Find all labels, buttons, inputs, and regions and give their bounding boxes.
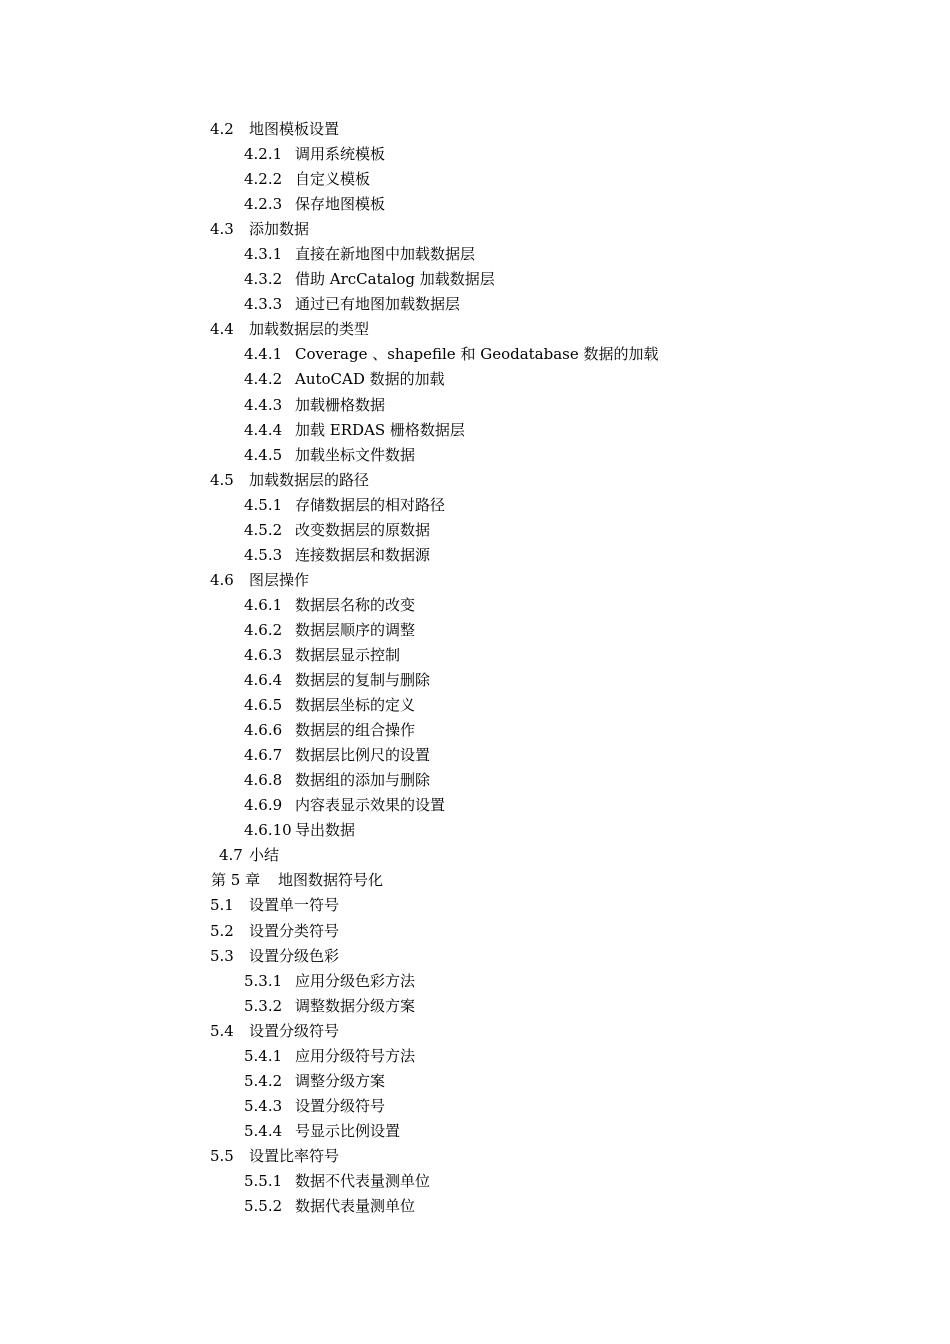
toc-entry-title: 设置分类符号 [249, 921, 340, 940]
toc-entry [0, 267, 950, 292]
toc-entry [0, 1094, 950, 1119]
toc-entry-title: 存储数据层的相对路径 [295, 495, 446, 514]
toc-entry-number: 第 5 章 [211, 871, 261, 890]
toc-entry-title: 设置分级符号 [249, 1021, 340, 1040]
toc-entry-number: 4.3 [210, 220, 234, 239]
toc-entry [0, 1069, 950, 1094]
toc-entry [0, 418, 950, 443]
toc-entry-number: 4.6.4 [244, 671, 283, 690]
toc-entry-title: 数据层顺序的调整 [295, 620, 416, 639]
toc-entry-number: 4.6.9 [244, 796, 283, 815]
toc-entry-title: 导出数据 [295, 821, 356, 840]
toc-entry-number: 5.4.4 [244, 1121, 283, 1140]
toc-entry-title: 加载坐标文件数据 [295, 445, 416, 464]
toc-entry-title: Coverage 、shapefile 和 Geodatabase 数据的加载 [295, 345, 659, 364]
toc-entry-number: 4.6.10 [244, 821, 292, 840]
toc-entry [0, 994, 950, 1019]
toc-entry-number: 4.4 [210, 320, 234, 339]
toc-entry [0, 242, 950, 267]
toc-entry-title: 调用系统模板 [295, 145, 386, 164]
toc-entry-title: 数据层名称的改变 [295, 595, 416, 614]
toc-entry [0, 292, 950, 317]
toc-entry-number: 5.4.1 [244, 1046, 283, 1065]
toc-entry-title: 数据层比例尺的设置 [295, 746, 431, 765]
toc-entry-title: 地图数据符号化 [278, 871, 384, 890]
toc-entry-title: 数据不代表量测单位 [295, 1171, 431, 1190]
toc-entry-number: 4.2.2 [244, 170, 283, 189]
toc-entry [0, 367, 950, 392]
toc-entry-title: 数据组的添加与删除 [295, 771, 431, 790]
toc-entry-number: 4.7 [219, 846, 243, 865]
toc-entry-number: 4.6.7 [244, 746, 283, 765]
toc-entry-number: 4.5 [210, 470, 234, 489]
toc-entry [0, 893, 950, 918]
toc-entry-number: 5.3.1 [244, 971, 283, 990]
toc-entry-number: 4.6.1 [244, 595, 283, 614]
toc-entry-title: 保存地图模板 [295, 195, 386, 214]
toc-entry-number: 4.4.3 [244, 395, 283, 414]
toc-entry-number: 5.5.2 [244, 1197, 283, 1216]
toc-entry [0, 768, 950, 793]
toc-entry-title: 借助 ArcCatalog 加载数据层 [295, 270, 495, 289]
toc-entry-number: 5.2 [210, 921, 234, 940]
toc-entry-title: 加载栅格数据 [295, 395, 386, 414]
toc-entry-number: 4.6.8 [244, 771, 283, 790]
toc-entry [0, 969, 950, 994]
toc-entry [0, 568, 950, 593]
toc-entry [0, 1144, 950, 1169]
toc-entry-number: 5.4.2 [244, 1071, 283, 1090]
toc-entry-number: 4.6.6 [244, 721, 283, 740]
toc-entry [0, 493, 950, 518]
toc-entry-number: 4.6 [210, 570, 234, 589]
toc-entry-title: 图层操作 [249, 570, 310, 589]
toc-entry-title: 应用分级符号方法 [295, 1046, 416, 1065]
toc-entry-number: 4.4.4 [244, 420, 283, 439]
toc-entry [0, 618, 950, 643]
toc-entry-title: 小结 [249, 846, 280, 865]
toc-entry [0, 1194, 950, 1219]
toc-entry-number: 4.3.2 [244, 270, 283, 289]
toc-entry-title: 自定义模板 [295, 170, 371, 189]
toc-entry-title: AutoCAD 数据的加载 [295, 370, 445, 389]
toc-entry-title: 加载 ERDAS 栅格数据层 [295, 420, 465, 439]
toc-entry-number: 5.4.3 [244, 1096, 283, 1115]
toc-entry [0, 693, 950, 718]
toc-entry [0, 543, 950, 568]
toc-entry-title: 直接在新地图中加载数据层 [295, 245, 476, 264]
toc-entry-title: 数据层的组合操作 [295, 721, 416, 740]
toc-entry-number: 4.2.1 [244, 145, 283, 164]
toc-entry-title: 地图模板设置 [249, 120, 340, 138]
toc-entry [0, 117, 950, 142]
toc-entry-title: 数据代表量测单位 [295, 1197, 416, 1216]
toc-entry-number: 5.5.1 [244, 1171, 283, 1190]
toc-entry [0, 843, 950, 868]
toc-entry [0, 1019, 950, 1044]
toc-entry [0, 192, 950, 217]
toc-entry-number: 4.6.5 [244, 696, 283, 715]
toc-entry-title: 通过已有地图加载数据层 [295, 295, 461, 314]
toc-entry-title: 数据层的复制与删除 [295, 671, 431, 690]
toc-entry-number: 5.3.2 [244, 996, 283, 1015]
toc-entry [0, 317, 950, 342]
toc-entry [0, 944, 950, 969]
toc-entry-number: 4.6.3 [244, 645, 283, 664]
toc-entry-title: 设置分级符号 [295, 1096, 386, 1115]
toc-entry [0, 818, 950, 843]
toc-entry-number: 4.5.1 [244, 495, 283, 514]
toc-entry-title: 连接数据层和数据源 [295, 545, 431, 564]
toc-entry-title: 调整数据分级方案 [295, 996, 416, 1015]
toc-entry [0, 142, 950, 167]
toc-entry [0, 393, 950, 418]
toc-entry-number: 4.3.1 [244, 245, 283, 264]
toc-entry-number: 5.4 [210, 1021, 234, 1040]
toc-entry-number: 5.1 [210, 896, 234, 915]
toc-entry [0, 342, 950, 367]
toc-entry-title: 内容表显示效果的设置 [295, 796, 446, 815]
toc-entry-title: 号显示比例设置 [295, 1121, 401, 1140]
toc-entry-number: 4.5.3 [244, 545, 283, 564]
toc-entry [0, 793, 950, 818]
toc-entry [0, 1119, 950, 1144]
toc-entry [0, 668, 950, 693]
toc-entry-title: 应用分级色彩方法 [295, 971, 416, 990]
toc-entry-title: 设置单一符号 [249, 896, 340, 915]
toc-entry-number: 4.2.3 [244, 195, 283, 214]
toc-entry-number: 4.3.3 [244, 295, 283, 314]
toc-entry [0, 468, 950, 493]
toc-entry-title: 设置比率符号 [249, 1146, 340, 1165]
toc-entry-title: 数据层显示控制 [295, 645, 401, 664]
toc-entry [0, 518, 950, 543]
toc-entry-number: 4.4.2 [244, 370, 283, 389]
toc-entry [0, 443, 950, 468]
toc-entry [0, 868, 950, 893]
toc-entry-number: 4.4.1 [244, 345, 283, 364]
toc-entry-number: 4.2 [210, 120, 234, 138]
table-of-contents [0, 117, 950, 1219]
toc-entry-title: 设置分级色彩 [249, 946, 340, 965]
toc-entry-title: 调整分级方案 [295, 1071, 386, 1090]
toc-entry [0, 217, 950, 242]
toc-entry [0, 1169, 950, 1194]
toc-entry [0, 167, 950, 192]
toc-entry-number: 4.6.2 [244, 620, 283, 639]
toc-entry-title: 改变数据层的原数据 [295, 520, 431, 539]
toc-entry [0, 643, 950, 668]
toc-entry [0, 1044, 950, 1069]
toc-entry-number: 5.3 [210, 946, 234, 965]
toc-entry-title: 数据层坐标的定义 [295, 696, 416, 715]
toc-entry [0, 743, 950, 768]
toc-entry-number: 4.5.2 [244, 520, 283, 539]
toc-entry-title: 添加数据 [249, 220, 310, 239]
toc-entry [0, 593, 950, 618]
toc-entry [0, 919, 950, 944]
toc-entry-number: 4.4.5 [244, 445, 283, 464]
toc-entry-title: 加载数据层的类型 [249, 320, 370, 339]
toc-entry-title: 加载数据层的路径 [249, 470, 370, 489]
toc-entry-number: 5.5 [210, 1146, 234, 1165]
toc-entry [0, 718, 950, 743]
